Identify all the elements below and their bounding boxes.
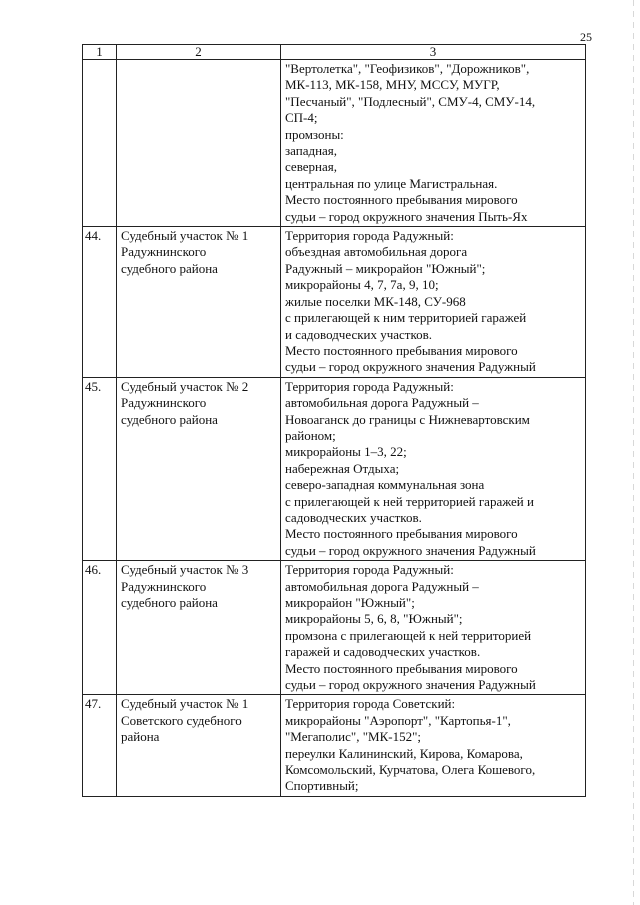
territory-line: садоводческих участков. <box>285 509 422 525</box>
header-col-3: 3 <box>281 45 586 60</box>
court-name-line: Судебный участок № 1 <box>121 228 249 244</box>
court-name-line: Радужнинского <box>121 244 207 260</box>
territory-line: районом; <box>285 427 336 443</box>
territory-description <box>281 377 586 560</box>
territory-line: жилые поселки МК-148, СУ-968 <box>285 293 466 309</box>
territory-line: Радужный – микрорайон "Южный"; <box>285 260 486 276</box>
court-district-name <box>117 377 281 560</box>
territory-line: судьи – город окружного значения Радужный <box>285 677 536 693</box>
table-row <box>83 227 586 378</box>
court-name-line: Судебный участок № 1 <box>121 696 249 712</box>
territory-line: Место постоянного пребывания мирового <box>285 342 518 358</box>
territory-line: промзоны: <box>285 126 344 142</box>
court-name-line: судебного района <box>121 260 218 276</box>
header-col-2: 2 <box>117 45 281 60</box>
row-number: 45. <box>83 377 117 560</box>
row-number <box>83 60 117 227</box>
row-number: 46. <box>83 561 117 695</box>
territory-line: автомобильная дорога Радужный – <box>285 578 479 594</box>
territory-line: с прилегающей к ним территорией гаражей <box>285 310 527 326</box>
territory-line: Комсомольский, Курчатова, Олега Кошевого, <box>285 762 536 778</box>
territory-line: судьи – город окружного значения Пыть-Ях <box>285 208 528 224</box>
territory-line: автомобильная дорога Радужный – <box>285 395 479 411</box>
territory-line: Территория города Радужный: <box>285 378 454 394</box>
territory-line: Место постоянного пребывания мирового <box>285 192 518 208</box>
jurisdiction-table <box>82 44 586 797</box>
table-row <box>83 695 586 796</box>
territory-line: судьи – город окружного значения Радужный <box>285 359 536 375</box>
court-name-line: Радужнинского <box>121 578 207 594</box>
court-district-name <box>117 695 281 796</box>
table-row <box>83 561 586 695</box>
territory-line: судьи – город окружного значения Радужный <box>285 542 536 558</box>
territory-line: северная, <box>285 159 337 175</box>
territory-line: северо-западная коммунальная зона <box>285 477 485 493</box>
territory-line: переулки Калининский, Кирова, Комарова, <box>285 745 523 761</box>
court-name-line: Радужнинского <box>121 395 207 411</box>
row-number: 44. <box>83 227 117 378</box>
territory-line: промзона с прилегающей к ней территорией <box>285 627 532 643</box>
court-name-line: Судебный участок № 2 <box>121 378 249 394</box>
court-district-name <box>117 227 281 378</box>
table-header <box>83 45 586 60</box>
territory-line: Территория города Радужный: <box>285 562 454 578</box>
territory-line: микрорайоны "Аэропорт", "Картопья-1", <box>285 712 511 728</box>
court-district-name <box>117 561 281 695</box>
territory-line: СП-4; <box>285 110 318 126</box>
territory-description <box>281 227 586 378</box>
court-district-name <box>117 60 281 227</box>
row-number: 47. <box>83 695 117 796</box>
territory-line: с прилегающей к ней территорией гаражей и <box>285 493 534 509</box>
territory-line: "Вертолетка", "Геофизиков", "Дорожников", <box>285 61 530 76</box>
territory-line: центральная по улице Магистральная. <box>285 175 498 191</box>
territory-line: МК-113, МК-158, МНУ, МССУ, МУГР, <box>285 77 500 93</box>
court-name-line: Судебный участок № 3 <box>121 562 249 578</box>
territory-description <box>281 60 586 227</box>
territory-line: "Песчаный", "Подлесный", СМУ-4, СМУ-14, <box>285 93 536 109</box>
territory-line: гаражей и садоводческих участков. <box>285 644 481 660</box>
scan-edge-artifact <box>633 0 634 905</box>
territory-line: микрорайон "Южный"; <box>285 595 415 610</box>
territory-line: микрорайоны 1–3, 22; <box>285 444 407 460</box>
territory-line: Спортивный; <box>285 778 359 794</box>
territory-line: микрорайоны 4, 7, 7а, 9, 10; <box>285 277 439 293</box>
court-name-line: судебного района <box>121 595 218 610</box>
territory-line: набережная Отдыха; <box>285 460 400 476</box>
territory-line: "Мегаполис", "МК-152"; <box>285 729 421 745</box>
territory-line: Территория города Радужный: <box>285 228 454 244</box>
territory-line: объездная автомобильная дорога <box>285 244 468 260</box>
court-name-line: района <box>121 729 160 745</box>
court-name-line: Советского судебного <box>121 712 242 728</box>
territory-line: микрорайоны 5, 6, 8, "Южный"; <box>285 611 463 627</box>
territory-description <box>281 561 586 695</box>
territory-line: Место постоянного пребывания мирового <box>285 660 518 676</box>
territory-line: Новоаганск до границы с Нижневартовским <box>285 411 530 427</box>
territory-line: Территория города Советский: <box>285 696 456 712</box>
table-body <box>83 60 586 797</box>
territory-line: и садоводческих участков. <box>285 326 433 342</box>
territory-description <box>281 695 586 796</box>
table-row <box>83 60 586 227</box>
header-col-1: 1 <box>83 45 117 60</box>
page-number: 25 <box>580 30 592 44</box>
table-row <box>83 377 586 560</box>
court-name-line: судебного района <box>121 411 218 427</box>
territory-line: западная, <box>285 143 338 159</box>
territory-line: Место постоянного пребывания мирового <box>285 526 518 542</box>
